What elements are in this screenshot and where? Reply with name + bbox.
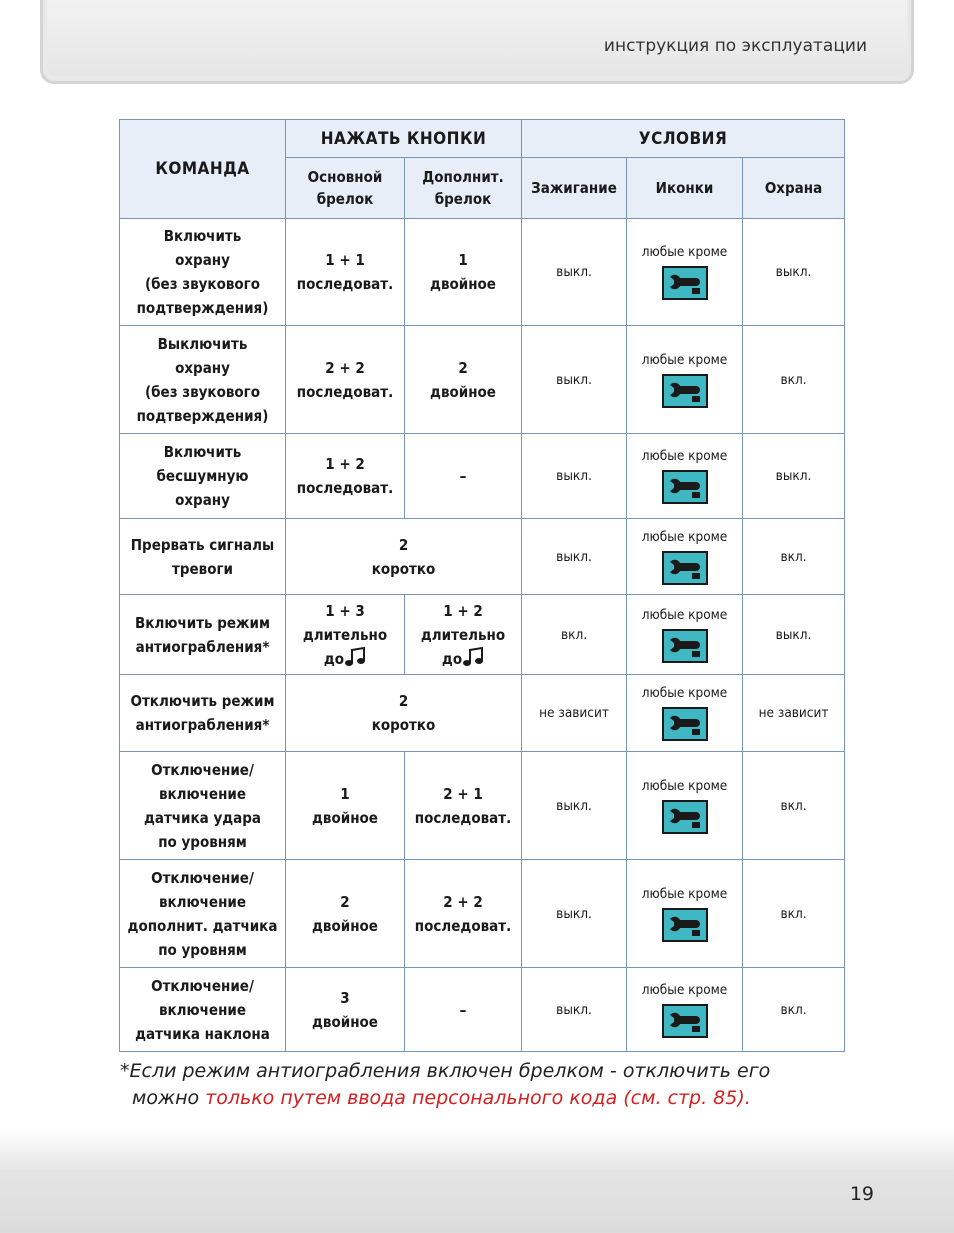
- footnote-red-text: только путем ввода персонального кода (см. стр. 85).: [205, 1087, 751, 1109]
- music-note-icon: [462, 647, 484, 667]
- add-keyfob-cell: –: [405, 434, 522, 519]
- table-row: [120, 434, 845, 519]
- icons-cell: любые кроме: [627, 595, 743, 675]
- command-cell: Включить бесшумную охрану: [120, 434, 286, 519]
- icons-cell: любые кроме: [627, 968, 743, 1052]
- header-title: инструкция по эксплуатации: [603, 36, 867, 56]
- command-cell: Включить охрану (без звукового подтверждения): [120, 219, 286, 326]
- table-row: [120, 752, 845, 860]
- footer-band: [0, 1130, 954, 1233]
- table-row: [120, 219, 845, 326]
- add-keyfob-cell: –: [405, 968, 522, 1052]
- wrench-icon: [662, 470, 708, 504]
- command-cell: Отключить режим антиограбления*: [120, 675, 286, 752]
- icons-cell: любые кроме: [627, 434, 743, 519]
- table-row: [120, 326, 845, 434]
- icons-cell: любые кроме: [627, 675, 743, 752]
- footnote-line2: можно только путем ввода персонального кода (см. стр. 85).: [132, 1087, 751, 1109]
- guard-cell: выкл.: [743, 219, 845, 326]
- header-inner: [47, 0, 907, 76]
- ignition-cell: выкл.: [522, 219, 627, 326]
- table-row: [120, 519, 845, 595]
- add-keyfob-cell: 2 + 2 последоват.: [405, 860, 522, 968]
- icons-cell: любые кроме: [627, 752, 743, 860]
- ignition-cell: выкл.: [522, 860, 627, 968]
- main-keyfob-cell: 1 + 2 последоват.: [286, 434, 405, 519]
- guard-cell: вкл.: [743, 752, 845, 860]
- header-band: [40, 0, 914, 84]
- add-keyfob-cell: 2 двойное: [405, 326, 522, 434]
- command-cell: Выключить охрану (без звукового подтверждения): [120, 326, 286, 434]
- ignition-cell: вкл.: [522, 595, 627, 675]
- main-keyfob-cell: 2 + 2 последоват.: [286, 326, 405, 434]
- col-command-header: КОМАНДА: [120, 120, 286, 219]
- command-cell: Прервать сигналы тревоги: [120, 519, 286, 595]
- table-row: [120, 860, 845, 968]
- icons-cell: любые кроме: [627, 519, 743, 595]
- sub-add-header: Дополнит. брелок: [405, 158, 522, 219]
- wrench-icon: [662, 800, 708, 834]
- col-conditions-header: УСЛОВИЯ: [522, 120, 845, 158]
- add-keyfob-cell: 2 + 1 последоват.: [405, 752, 522, 860]
- music-note-icon: [344, 647, 366, 667]
- table-body: [120, 219, 845, 1052]
- command-cell: Отключение/ включение дополнит. датчика по уровням: [120, 860, 286, 968]
- wrench-icon: [662, 266, 708, 300]
- wrench-icon: [662, 629, 708, 663]
- ignition-cell: выкл.: [522, 752, 627, 860]
- main-keyfob-cell: 1 двойное: [286, 752, 405, 860]
- add-keyfob-cell: 1 двойное: [405, 219, 522, 326]
- wrench-icon: [662, 707, 708, 741]
- command-cell: Отключение/ включение датчика удара по уровням: [120, 752, 286, 860]
- guard-cell: вкл.: [743, 326, 845, 434]
- footnote-line1: *Если режим антиограбления включен брелком - отключить его: [120, 1060, 771, 1082]
- ignition-cell: выкл.: [522, 326, 627, 434]
- command-cell: Отключение/ включение датчика наклона: [120, 968, 286, 1052]
- merged-keys-cell: 2 коротко: [286, 519, 522, 595]
- main-keyfob-cell: 2 двойное: [286, 860, 405, 968]
- icons-cell: любые кроме: [627, 860, 743, 968]
- page-number: 19: [849, 1183, 874, 1205]
- table-row: [120, 968, 845, 1052]
- wrench-icon: [662, 908, 708, 942]
- add-keyfob-cell: 1 + 2 длительно до: [405, 595, 522, 675]
- sub-main-header: Основной брелок: [286, 158, 405, 219]
- guard-cell: вкл.: [743, 860, 845, 968]
- main-keyfob-cell: 1 + 3 длительно до: [286, 595, 405, 675]
- guard-cell: выкл.: [743, 434, 845, 519]
- main-keyfob-cell: 3 двойное: [286, 968, 405, 1052]
- ignition-cell: выкл.: [522, 434, 627, 519]
- guard-cell: вкл.: [743, 519, 845, 595]
- command-table: [119, 119, 845, 1052]
- guard-cell: выкл.: [743, 595, 845, 675]
- guard-cell: не зависит: [743, 675, 845, 752]
- table-row: [120, 595, 845, 675]
- icons-cell: любые кроме: [627, 219, 743, 326]
- sub-icons-header: Иконки: [627, 158, 743, 219]
- guard-cell: вкл.: [743, 968, 845, 1052]
- sub-ignition-header: Зажигание: [522, 158, 627, 219]
- command-cell: Включить режим антиограбления*: [120, 595, 286, 675]
- wrench-icon: [662, 374, 708, 408]
- wrench-icon: [662, 1004, 708, 1038]
- icons-cell: любые кроме: [627, 326, 743, 434]
- ignition-cell: выкл.: [522, 968, 627, 1052]
- main-keyfob-cell: 1 + 1 последоват.: [286, 219, 405, 326]
- col-press-header: НАЖАТЬ КНОПКИ: [286, 120, 522, 158]
- wrench-icon: [662, 551, 708, 585]
- ignition-cell: выкл.: [522, 519, 627, 595]
- ignition-cell: не зависит: [522, 675, 627, 752]
- merged-keys-cell: 2 коротко: [286, 675, 522, 752]
- footnote: [120, 1058, 880, 1112]
- table-row: [120, 675, 845, 752]
- sub-guard-header: Охрана: [743, 158, 845, 219]
